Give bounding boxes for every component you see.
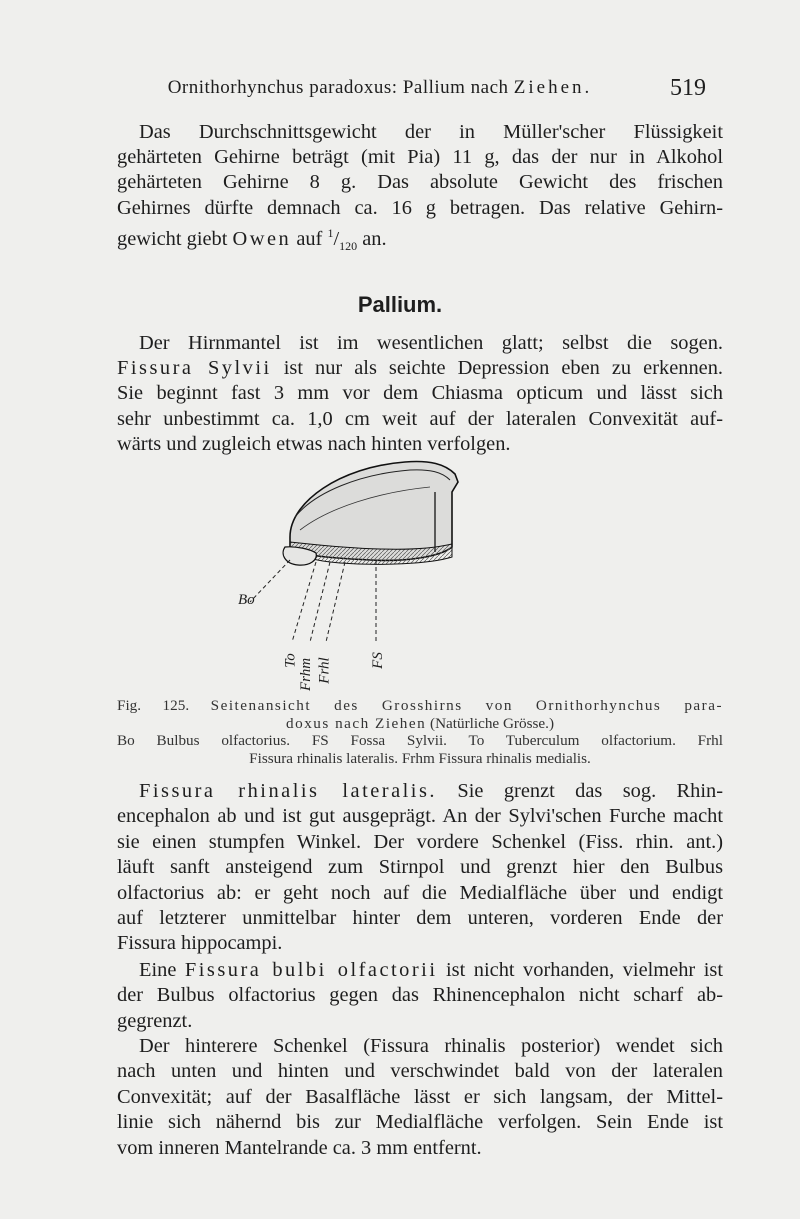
brain-figure — [230, 452, 530, 692]
author-name: Ziehen. — [513, 77, 593, 98]
label-fs: FS — [369, 652, 386, 669]
label-to: To — [282, 653, 299, 668]
bulbi-paragraph: Eine Fissura bulbi olfactorii ist nicht vorhanden, vielmehr ist der Bulbus olfactorius gegen das Rhinencephalon nicht scharf ab- gegrenzt. — [117, 959, 723, 1032]
figure-caption: Fig. 125. Seitenansicht des Grosshirns von Ornithorhynchus para- doxus nach Ziehen (Natürliche Grösse.) Bo Bulbus olfactorius. FS Fossa Sylvii. To Tuberculum olfactorium. Frhl Fissura rhinalis lateralis. Frhm Fissura rhinalis medialis. — [117, 697, 724, 767]
label-frhm: Frhm — [298, 657, 315, 692]
pallium-paragraph: Der Hirnmantel ist im wesentlichen glatt; selbst die sogen. Fissura Sylvii ist nur als seichte Depression eben zu erkennen. Sie beginnt fast 3 mm vor dem Chiasma opticum und lässt sich sehr unbestimmt ca. 1,0 cm weit auf der lateralen Convexität auf- wärts und zugleich etwas nach hinten verfolgen. — [117, 332, 723, 455]
running-header — [90, 75, 706, 107]
label-frhl: Frhl — [316, 657, 333, 684]
running-title: Ornithorhynchus paradoxus: Pallium nach Ziehen. — [167, 77, 593, 98]
intro-paragraph: Das Durchschnittsgewicht der in Müller'scher Flüssigkeit gehärteten Gehirne beträgt (mit Pia) 11 g, das der nur in Alkohol gehärteten Gehirne 8 g. Das absolute Gewicht des frischen Gehirnes dürfte demnach ca. 16 g betragen. Das relative Gehirn- gewicht giebt Owen auf $^1/_{120}$ an. — [117, 121, 723, 253]
posterior-paragraph: Der hinterere Schenkel (Fissura rhinalis posterior) wendet sich nach unten und hinten und verschwindet bald von der lateralen Convexität; auf der Basalfläche lässt er sich langsam, der Mittel- linie sich nähernd bis zur Medialfläche verfolgen. Sein Ende ist vom inneren Mantelrande ca. 3 mm entfernt. — [117, 1035, 723, 1159]
page-number: 519 — [670, 75, 706, 101]
owen-name: Owen — [232, 227, 292, 250]
rhinalis-paragraph: Fissura rhinalis lateralis. Sie grenzt das sog. Rhin- encephalon ab und ist gut ausgeprägt. An der Sylvi'schen Furche macht sie einen stumpfen Winkel. Der vordere Schenkel (Fiss. rhin. ant.) läuft sanft ansteigend zum Stirnpol und grenzt hier den Bulbus olfactorius ab: er geht noch auf die Medialfläche über und endigt auf letzterer unmittelbar hinter dem unteren, vorderen Ende der Fissura hippocampi. — [117, 780, 724, 955]
section-title: Pallium. — [357, 292, 443, 317]
label-bo: Bo — [238, 592, 255, 608]
